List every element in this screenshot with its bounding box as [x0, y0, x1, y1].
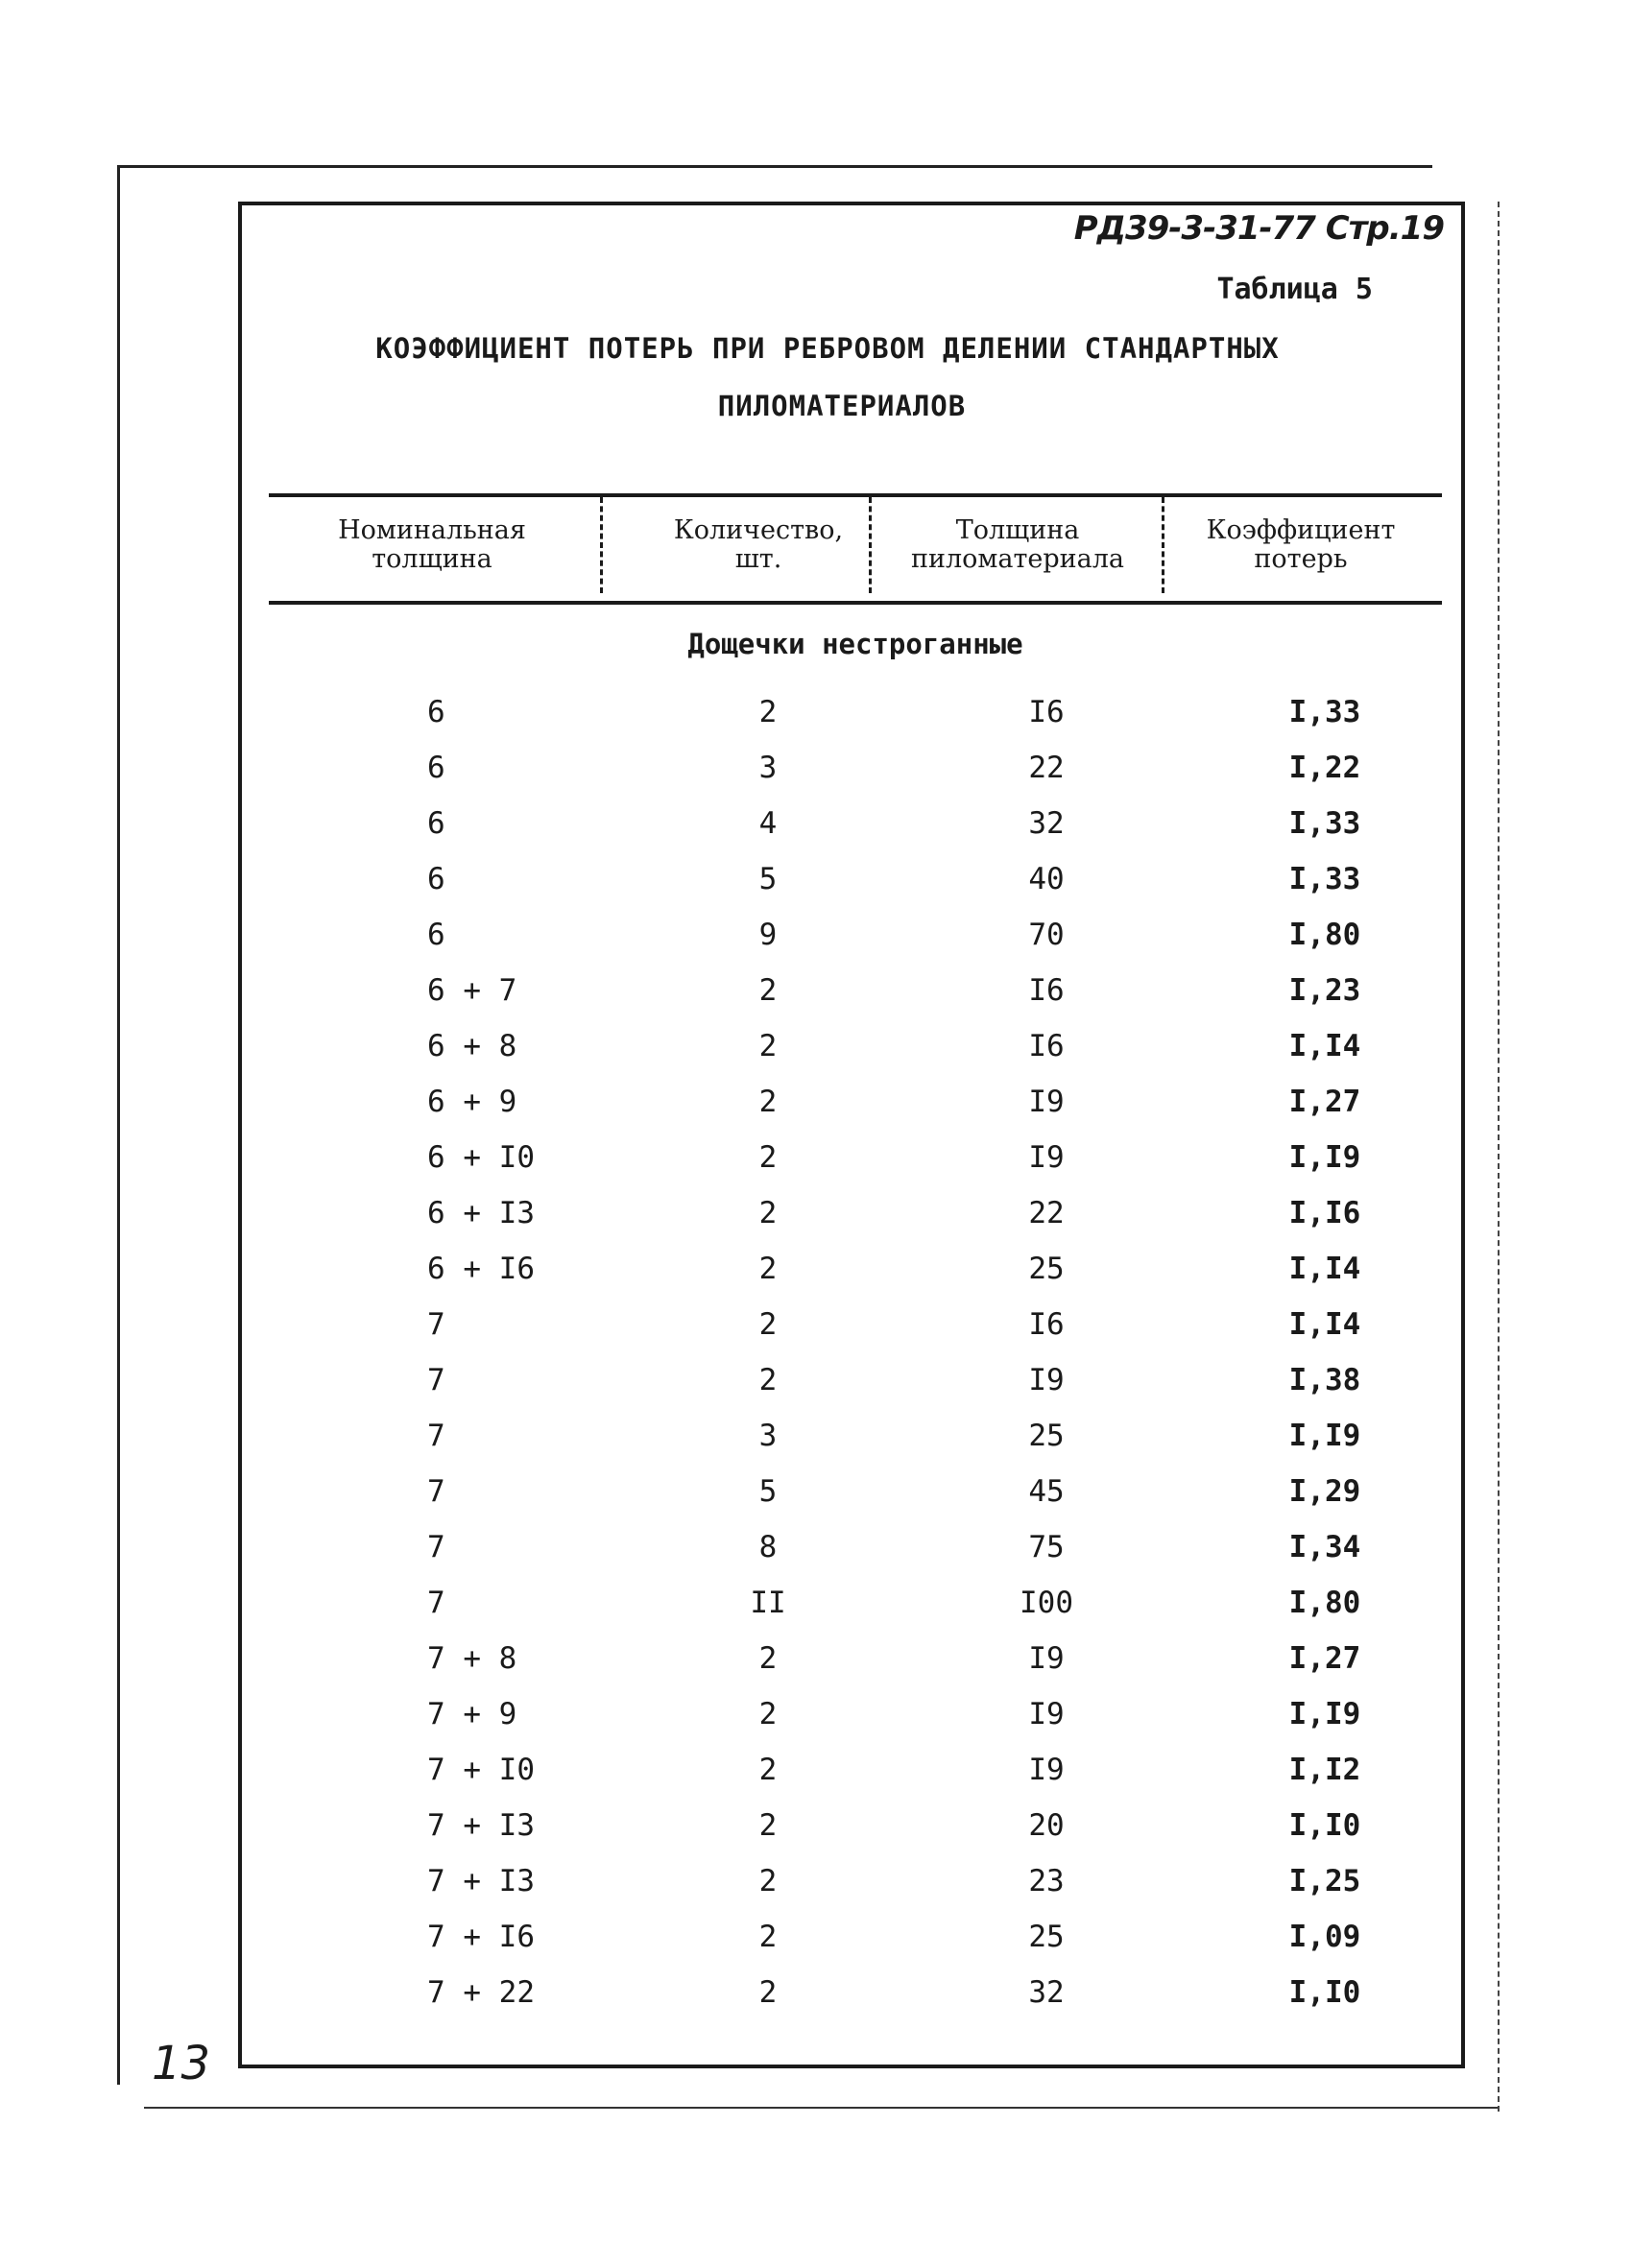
cell-loss-coefficient: I,I0 [1288, 1808, 1361, 1843]
cell-nominal-thickness: 6 + I6 [427, 1252, 535, 1286]
cell-loss-coefficient: I,I9 [1288, 1419, 1361, 1453]
cell-quantity: 2 [758, 1140, 778, 1175]
cell-quantity: 2 [758, 1697, 778, 1731]
table-title-line-1: КОЭФФИЦИЕНТ ПОТЕРЬ ПРИ РЕБРОВОМ ДЕЛЕНИИ СТАНДАРТНЫХ [375, 332, 1280, 365]
header-text: шт. [734, 544, 782, 574]
cell-nominal-thickness: 6 + 8 [427, 1029, 517, 1063]
cell-nominal-thickness: 7 + I6 [427, 1920, 535, 1954]
cell-lumber-thickness: 45 [1028, 1474, 1065, 1509]
table-row [269, 1353, 1442, 1409]
cell-loss-coefficient: I,80 [1288, 918, 1361, 952]
cell-quantity: 2 [758, 973, 778, 1008]
cell-lumber-thickness: I6 [1028, 1307, 1065, 1342]
cell-lumber-thickness: 25 [1028, 1920, 1065, 1954]
table-row [269, 1687, 1442, 1743]
cell-nominal-thickness: 7 + I3 [427, 1808, 535, 1843]
table-row [269, 685, 1442, 741]
cell-lumber-thickness: I9 [1028, 1753, 1065, 1787]
cell-loss-coefficient: I,I9 [1288, 1697, 1361, 1731]
cell-quantity: 2 [758, 1808, 778, 1843]
cell-lumber-thickness: I9 [1028, 1641, 1065, 1676]
cell-quantity: 8 [758, 1530, 778, 1564]
cell-lumber-thickness: I9 [1028, 1363, 1065, 1397]
cell-nominal-thickness: 7 [427, 1586, 445, 1620]
cell-loss-coefficient: I,27 [1288, 1085, 1361, 1119]
cell-quantity: 2 [758, 1641, 778, 1676]
cell-nominal-thickness: 6 [427, 862, 445, 896]
header-text: пиломатериала [910, 544, 1125, 574]
section-title: Дощечки нестроганные [687, 628, 1023, 660]
table-row [269, 1131, 1442, 1186]
cell-loss-coefficient: I,I9 [1288, 1140, 1361, 1175]
table-row [269, 908, 1442, 964]
cell-loss-coefficient: I,27 [1288, 1641, 1361, 1676]
table-row [269, 797, 1442, 852]
cell-lumber-thickness: 70 [1028, 918, 1065, 952]
header-loss-coefficient [1166, 516, 1435, 574]
cell-nominal-thickness: 7 + 22 [427, 1975, 535, 2010]
table-row [269, 1019, 1442, 1075]
cell-nominal-thickness: 7 [427, 1530, 445, 1564]
loss-coefficient-table [269, 493, 1442, 2010]
cell-quantity: 2 [758, 1085, 778, 1119]
cell-quantity: 5 [758, 862, 778, 896]
table-row [269, 1465, 1442, 1520]
cell-loss-coefficient: I,I0 [1288, 1975, 1361, 2010]
cell-lumber-thickness: 75 [1028, 1530, 1065, 1564]
header-quantity [614, 516, 902, 574]
table-row [269, 1409, 1442, 1465]
cell-loss-coefficient: I,29 [1288, 1474, 1361, 1509]
cell-quantity: 2 [758, 1363, 778, 1397]
header-text: Толщина [955, 515, 1080, 545]
table-row [269, 1186, 1442, 1242]
cell-nominal-thickness: 6 [427, 918, 445, 952]
cell-quantity: 2 [758, 1307, 778, 1342]
header-nominal-thickness [298, 516, 566, 574]
table-row [269, 741, 1442, 797]
cell-lumber-thickness: I6 [1028, 973, 1065, 1008]
cell-quantity: 9 [758, 918, 778, 952]
header-text: Коэффициент [1206, 515, 1396, 545]
header-separator [600, 497, 603, 593]
cell-loss-coefficient: I,80 [1288, 1586, 1361, 1620]
cell-lumber-thickness: 32 [1028, 1975, 1065, 2010]
cell-quantity: 2 [758, 1196, 778, 1230]
cell-lumber-thickness: I9 [1028, 1697, 1065, 1731]
cell-nominal-thickness: 7 + I3 [427, 1864, 535, 1898]
table-row [269, 1966, 1442, 2021]
table-body [269, 685, 1442, 2021]
cell-nominal-thickness: 7 + 8 [427, 1641, 517, 1676]
cell-nominal-thickness: 6 [427, 695, 445, 729]
cell-nominal-thickness: 7 + 9 [427, 1697, 517, 1731]
cell-nominal-thickness: 6 + 9 [427, 1085, 517, 1119]
cell-lumber-thickness: 25 [1028, 1419, 1065, 1453]
cell-lumber-thickness: 40 [1028, 862, 1065, 896]
table-header [269, 493, 1442, 605]
cell-loss-coefficient: I,33 [1288, 695, 1361, 729]
cell-loss-coefficient: I,34 [1288, 1530, 1361, 1564]
cell-loss-coefficient: I,I4 [1288, 1029, 1361, 1063]
table-title-line-2: ПИЛОМАТЕРИАЛОВ [717, 390, 967, 422]
table-row [269, 1576, 1442, 1632]
cell-quantity: 2 [758, 1753, 778, 1787]
cell-loss-coefficient: I,22 [1288, 751, 1361, 785]
cell-lumber-thickness: I6 [1028, 1029, 1065, 1063]
cell-lumber-thickness: 22 [1028, 751, 1065, 785]
document-frame [238, 202, 1465, 2068]
cell-lumber-thickness: 22 [1028, 1196, 1065, 1230]
cell-nominal-thickness: 7 [427, 1474, 445, 1509]
cell-lumber-thickness: I00 [1020, 1586, 1073, 1620]
document-code: РД39-3-31-77 Стр.19 [1073, 209, 1444, 248]
cell-nominal-thickness: 6 + I3 [427, 1196, 535, 1230]
header-text: Номинальная [338, 515, 526, 545]
table-row [269, 852, 1442, 908]
outer-frame-left-border [117, 165, 120, 2085]
cell-lumber-thickness: 32 [1028, 806, 1065, 841]
table-row [269, 964, 1442, 1019]
cell-lumber-thickness: I6 [1028, 695, 1065, 729]
cell-loss-coefficient: I,I4 [1288, 1307, 1361, 1342]
cell-quantity: 3 [758, 1419, 778, 1453]
table-row [269, 1075, 1442, 1131]
cell-loss-coefficient: I,25 [1288, 1864, 1361, 1898]
table-row [269, 1799, 1442, 1854]
cell-nominal-thickness: 7 [427, 1363, 445, 1397]
cell-nominal-thickness: 6 [427, 806, 445, 841]
cell-quantity: II [750, 1586, 786, 1620]
cell-lumber-thickness: 23 [1028, 1864, 1065, 1898]
cell-quantity: 2 [758, 1864, 778, 1898]
cell-quantity: 3 [758, 751, 778, 785]
cell-nominal-thickness: 7 + I0 [427, 1753, 535, 1787]
table-row [269, 1632, 1442, 1687]
cell-quantity: 2 [758, 695, 778, 729]
cell-lumber-thickness: 20 [1028, 1808, 1065, 1843]
table-row [269, 1743, 1442, 1799]
cell-quantity: 2 [758, 1029, 778, 1063]
cell-loss-coefficient: I,33 [1288, 806, 1361, 841]
cell-nominal-thickness: 7 [427, 1419, 445, 1453]
table-row [269, 1298, 1442, 1353]
page-number: 13 [152, 2037, 211, 2090]
header-lumber-thickness [874, 516, 1162, 574]
cell-lumber-thickness: 25 [1028, 1252, 1065, 1286]
table-row [269, 1910, 1442, 1966]
cell-lumber-thickness: I9 [1028, 1085, 1065, 1119]
cell-lumber-thickness: I9 [1028, 1140, 1065, 1175]
cell-quantity: 2 [758, 1252, 778, 1286]
cell-loss-coefficient: I,23 [1288, 973, 1361, 1008]
table-row [269, 1520, 1442, 1576]
header-text: толщина [372, 544, 492, 574]
header-text: Количество, [673, 515, 844, 545]
cell-nominal-thickness: 6 + 7 [427, 973, 517, 1008]
cell-loss-coefficient: I,33 [1288, 862, 1361, 896]
cell-quantity: 2 [758, 1975, 778, 2010]
cell-loss-coefficient: I,I4 [1288, 1252, 1361, 1286]
outer-frame-top-border [117, 165, 1432, 168]
cell-nominal-thickness: 6 + I0 [427, 1140, 535, 1175]
cell-quantity: 2 [758, 1920, 778, 1954]
cell-nominal-thickness: 7 [427, 1307, 445, 1342]
table-label: Таблица 5 [1216, 273, 1373, 306]
header-separator [869, 497, 872, 593]
table-row [269, 1242, 1442, 1298]
cell-loss-coefficient: I,I6 [1288, 1196, 1361, 1230]
outer-frame-right-border [1498, 202, 1500, 2112]
cell-loss-coefficient: I,38 [1288, 1363, 1361, 1397]
cell-nominal-thickness: 6 [427, 751, 445, 785]
cell-loss-coefficient: I,09 [1288, 1920, 1361, 1954]
cell-quantity: 5 [758, 1474, 778, 1509]
cell-loss-coefficient: I,I2 [1288, 1753, 1361, 1787]
cell-quantity: 4 [758, 806, 778, 841]
outer-frame-bottom-border [144, 2107, 1498, 2109]
header-text: потерь [1254, 544, 1348, 574]
table-row [269, 1854, 1442, 1910]
header-separator [1162, 497, 1164, 593]
